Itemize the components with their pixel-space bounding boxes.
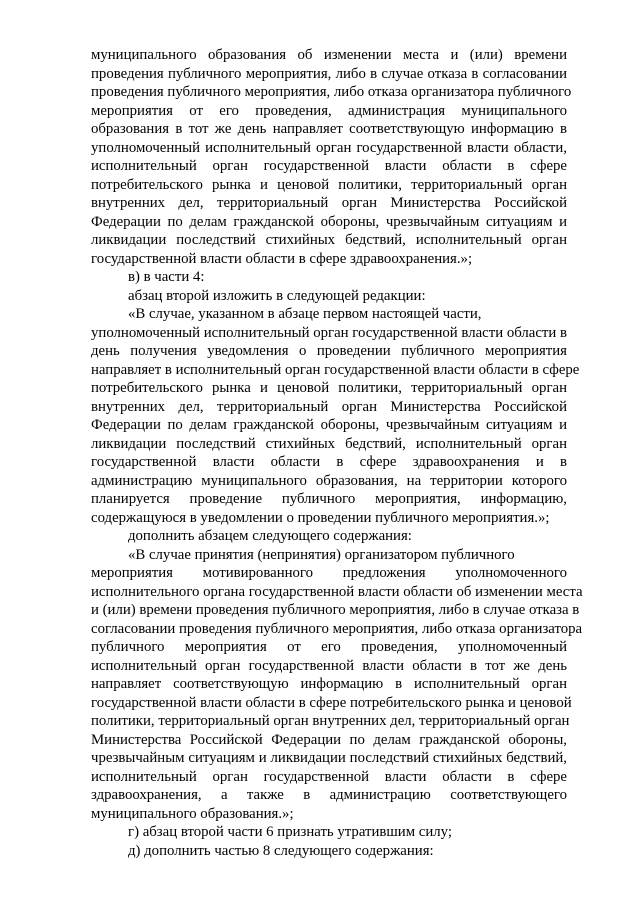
text-line: проведения публичного мероприятия, либо отказа организатора публичного — [91, 84, 572, 100]
text-line: исполнительного органа государственной власти области об изменении места — [91, 583, 583, 600]
text-line: муниципального образования об изменении места и (или) времени — [91, 47, 567, 63]
text-line: государственной власти области в сфере потребительского рынка и ценовой — [91, 694, 572, 711]
text-line: направляет соответствующую информацию в исполнительный орган — [91, 676, 567, 692]
text-line: дополнить абзацем следующего содержания: — [128, 528, 412, 544]
text-line: планируется проведение публичного мероприятия, информацию, — [91, 491, 567, 507]
text-line: мероприятия от его проведения, администрация муниципального — [91, 102, 567, 119]
text-line: муниципального образования.»; — [91, 805, 294, 822]
document-body — [91, 46, 583, 860]
text-line: здравоохранения, а также в администрацию соответствующего — [91, 787, 567, 803]
text-line: проведения публичного мероприятия, либо в случае отказа в согласовании — [91, 65, 567, 82]
text-line: чрезвычайным ситуациям и ликвидации последствий стихийных бедствий, — [91, 750, 567, 766]
text-line: «В случае, указанном в абзаце первом настоящей части, — [128, 306, 482, 322]
text-line: Министерства Российской Федерации по делам гражданской обороны, — [91, 731, 567, 748]
text-line: исполнительный орган государственной власти области в сфере — [91, 768, 567, 785]
text-line: государственной власти области в сфере здравоохранения и в — [91, 454, 567, 470]
text-line: уполномоченный исполнительный орган государственной власти области в — [91, 324, 567, 341]
text-line: государственной власти области в сфере здравоохранения.»; — [91, 250, 473, 267]
text-line: политики, территориальный орган внутренних дел, территориальный орган — [91, 713, 570, 729]
text-line: и (или) времени проведения публичного мероприятия, либо в случае отказа в — [91, 602, 580, 618]
text-line: исполнительный орган государственной власти области в сфере — [91, 158, 567, 174]
text-line: потребительского рынка и ценовой политики, территориальный орган — [91, 380, 567, 396]
text-line: «В случае принятия (непринятия) организатором публичного — [128, 546, 515, 563]
text-line: внутренних дел, территориальный орган Министерства Российской — [91, 398, 567, 415]
text-line: абзац второй изложить в следующей редакции: — [128, 287, 426, 304]
text-line: потребительского рынка и ценовой политики, территориальный орган — [91, 176, 567, 193]
text-line: согласовании проведения публичного мероприятия, либо отказа организатора — [91, 620, 583, 637]
text-line: ликвидации последствий стихийных бедствий, исполнительный орган — [91, 232, 567, 248]
text-line: исполнительный орган государственной власти области в тот же день — [91, 657, 567, 674]
text-line: уполномоченный исполнительный орган государственной власти области, — [91, 139, 567, 156]
text-line: мероприятия мотивированного предложения уполномоченного — [91, 565, 567, 581]
text-line: ликвидации последствий стихийных бедствий, исполнительный орган — [91, 435, 567, 452]
text-line: в) в части 4: — [128, 269, 205, 285]
text-line: день получения уведомления о проведении публичного мероприятия — [91, 343, 567, 359]
text-line: администрацию муниципального образования, на территории которого — [91, 472, 567, 489]
text-line: г) абзац второй части 6 признать утратившим силу; — [128, 824, 452, 840]
text-line: содержащуюся в уведомлении о проведении публичного мероприятия.»; — [91, 509, 550, 526]
text-line: Федерации по делам гражданской обороны, чрезвычайным ситуациям и — [91, 417, 567, 433]
text-line: образования в тот же день направляет соответствующую информацию в — [91, 121, 567, 137]
text-line: Федерации по делам гражданской обороны, чрезвычайным ситуациям и — [91, 213, 567, 230]
text-line: направляет в исполнительный орган государственной власти области в сфере — [91, 361, 580, 378]
text-line: внутренних дел, территориальный орган Министерства Российской — [91, 195, 567, 211]
text-line: публичного мероприятия от его проведения, уполномоченный — [91, 639, 567, 655]
text-line: д) дополнить частью 8 следующего содержания: — [128, 842, 434, 859]
